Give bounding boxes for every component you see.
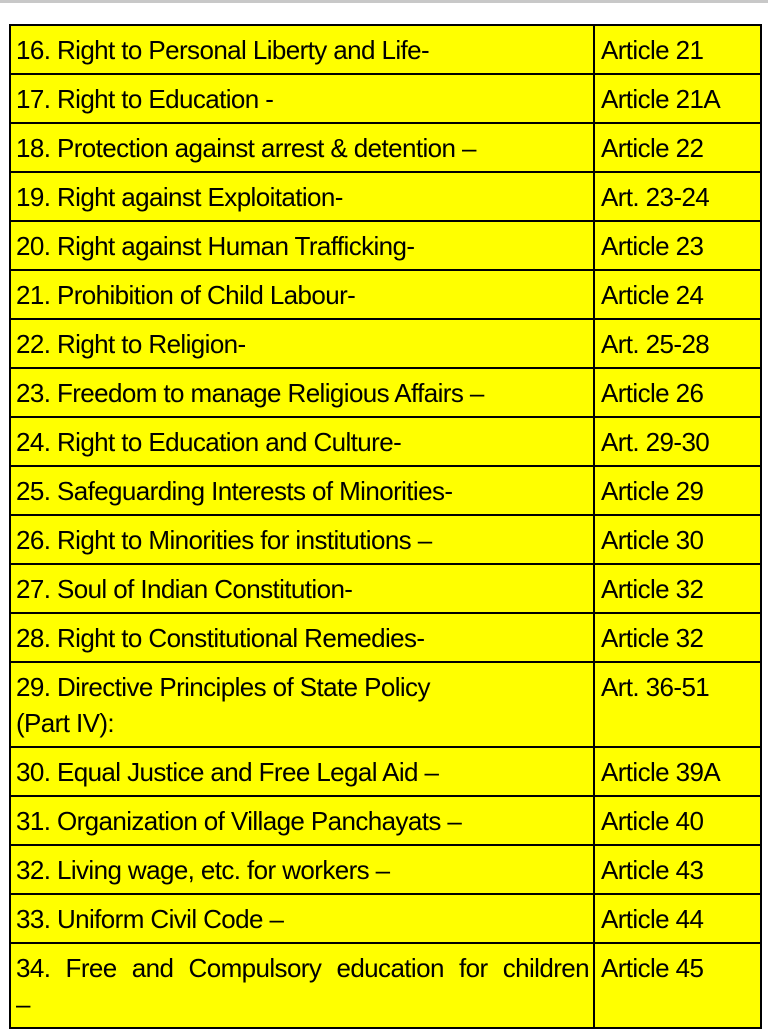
right-name-cell: 31. Organization of Village Panchayats – <box>10 796 594 845</box>
right-name-cell: 32. Living wage, etc. for workers – <box>10 845 594 894</box>
right-name-cell: 24. Right to Education and Culture- <box>10 417 594 466</box>
right-name-cell: 25. Safeguarding Interests of Minorities- <box>10 466 594 515</box>
table-row <box>10 221 761 270</box>
right-name-cell: 23. Freedom to manage Religious Affairs – <box>10 368 594 417</box>
table-row <box>10 515 761 564</box>
top-divider <box>0 0 768 3</box>
article-number-cell: Article 21A <box>594 74 761 123</box>
right-name-cell: 30. Equal Justice and Free Legal Aid – <box>10 747 594 796</box>
table-row <box>10 74 761 123</box>
right-name-cell: 17. Right to Education - <box>10 74 594 123</box>
article-number-cell: Art. 23-24 <box>594 172 761 221</box>
table-row <box>10 123 761 172</box>
article-number-cell: Art. 29-30 <box>594 417 761 466</box>
article-number-cell: Article 32 <box>594 564 761 613</box>
table-row <box>10 613 761 662</box>
right-name-cell: 16. Right to Personal Liberty and Life- <box>10 25 594 74</box>
article-number-cell: Article 24 <box>594 270 761 319</box>
table-row <box>10 564 761 613</box>
right-name-cell: 28. Right to Constitutional Remedies- <box>10 613 594 662</box>
table-row <box>10 25 761 74</box>
article-number-cell: Article 44 <box>594 894 761 943</box>
table-row <box>10 270 761 319</box>
right-name-cell: 27. Soul of Indian Constitution- <box>10 564 594 613</box>
article-number-cell: Article 30 <box>594 515 761 564</box>
article-number-cell: Article 40 <box>594 796 761 845</box>
article-number-cell: Art. 25-28 <box>594 319 761 368</box>
article-number-cell: Article 32 <box>594 613 761 662</box>
table-row <box>10 319 761 368</box>
articles-table <box>9 24 762 1029</box>
right-name-cell: 20. Right against Human Trafficking- <box>10 221 594 270</box>
article-number-cell: Art. 36-51 <box>594 662 761 747</box>
table-row <box>10 796 761 845</box>
right-name-cell: 18. Protection against arrest & detention – <box>10 123 594 172</box>
right-name-cell: 19. Right against Exploitation- <box>10 172 594 221</box>
right-name-cell: 22. Right to Religion- <box>10 319 594 368</box>
right-name-cell: 33. Uniform Civil Code – <box>10 894 594 943</box>
table-row <box>10 747 761 796</box>
table-row <box>10 845 761 894</box>
article-number-cell: Article 26 <box>594 368 761 417</box>
table-row <box>10 894 761 943</box>
table-row <box>10 662 761 747</box>
table-row <box>10 466 761 515</box>
article-number-cell: Article 23 <box>594 221 761 270</box>
article-number-cell: Article 29 <box>594 466 761 515</box>
article-number-cell: Article 43 <box>594 845 761 894</box>
article-number-cell: Article 39A <box>594 747 761 796</box>
article-number-cell: Article 22 <box>594 123 761 172</box>
articles-table-body <box>10 25 761 1028</box>
right-name-cell: 29. Directive Principles of State Policy (Part IV): <box>10 662 594 747</box>
table-row <box>10 172 761 221</box>
right-name-cell: 21. Prohibition of Child Labour- <box>10 270 594 319</box>
right-name-cell: 26. Right to Minorities for institutions – <box>10 515 594 564</box>
table-row <box>10 417 761 466</box>
table-row <box>10 943 761 1028</box>
right-name-cell: 34. Free and Compulsory education for children – <box>10 943 594 1028</box>
article-number-cell: Article 45 <box>594 943 761 1028</box>
table-row <box>10 368 761 417</box>
article-number-cell: Article 21 <box>594 25 761 74</box>
